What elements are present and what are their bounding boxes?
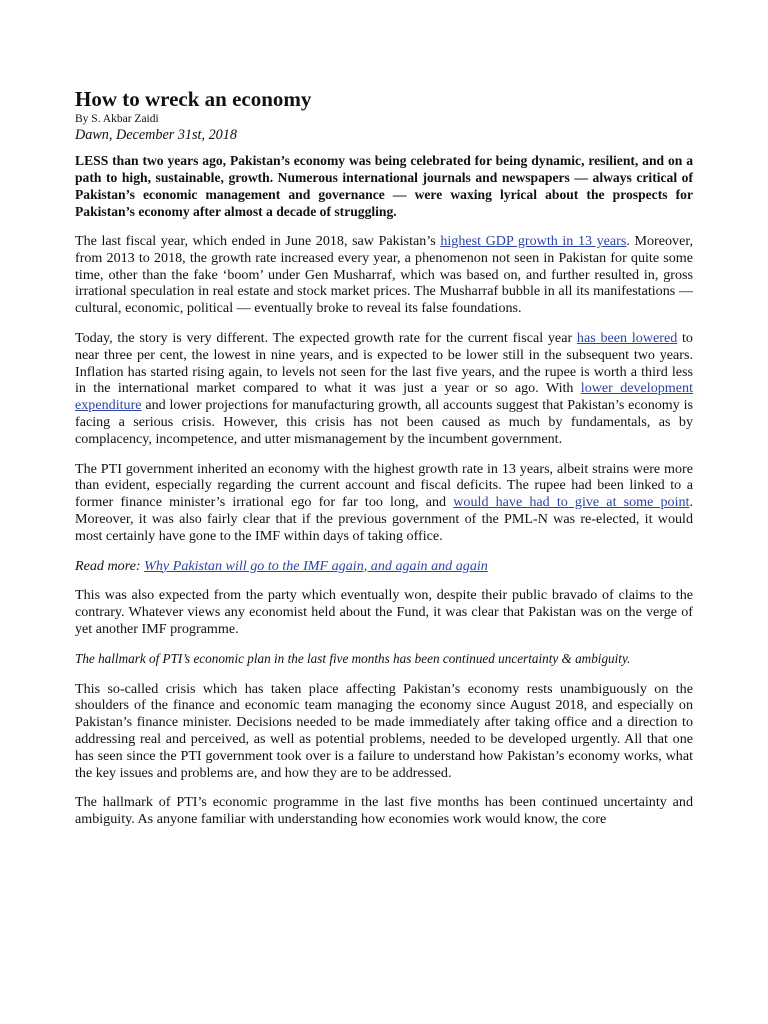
paragraph-1-text-a: The last fiscal year, which ended in June 2018, saw Pakistan’s: [75, 233, 441, 249]
paragraph-2: [75, 330, 693, 448]
paragraph-1-text-b: . Moreover, from 2013 to 2018, the growth rate increased every year, a phenomenon not seen in Pakistan for quite some time, other than the fake ‘boom’ under Gen Musharraf, which was based on, and further resulted in, gross irrational speculation in real estate and stock market prices. The Musharraf bubble in all its manifestations — cultural, economic, political — eventually broke to reveal its false foundations.: [75, 233, 693, 317]
paragraph-2-text-b: to near three per cent, the lowest in nine years, and is expected to be lower still in the subsequent two years. Inflation has started rising again, to levels not seen for the last five years, and the rupee is worth a third less in the international market compared to what it was just a year or so ago. With: [75, 329, 693, 397]
paragraph-4: This was also expected from the party which eventually won, despite their public bravado of claims to the contrary. Whatever views any economist held about the Fund, it was clear that Pakistan was on the verge of yet another IMF programme.: [75, 587, 693, 637]
paragraph-2-text-a: Today, the story is very different. The expected growth rate for the current fiscal year: [75, 329, 577, 346]
paragraph-5: This so-called crisis which has taken place affecting Pakistan’s economy rests unambiguously on the shoulders of the finance and economic team managing the economy since August 2018, and especially on Pakistan’s finance minister. Decisions needed to be made immediately after taking office and a direction to addressing real and perceived, as well as potential problems, needed to be developed urgently. All that one has seen since the PTI government took over is a failure to understand how Pakistan’s economy works, what the key issues and problems are, and how they are to be addressed.: [75, 680, 693, 781]
link-give-at-some-point[interactable]: would have had to give at some point: [453, 494, 690, 511]
paragraph-3: [75, 461, 693, 545]
paragraph-6: The hallmark of PTI’s economic programme in the last five months has been continued uncertainty and ambiguity. As anyone familiar with understanding how economies work would know, the core: [75, 794, 693, 828]
read-more-label: Read more:: [75, 557, 145, 574]
link-has-been-lowered[interactable]: has been lowered: [576, 329, 678, 346]
link-lower-development-expenditure[interactable]: lower development expenditure: [75, 380, 693, 414]
article-title: How to wreck an economy: [75, 87, 312, 111]
paragraph-3-text-b: . Moreover, it was also fairly clear that if the previous government of the PML-N was re-elected, it would most certainly have gone to the IMF within days of taking office.: [75, 494, 693, 544]
dateline: Dawn, December 31st, 2018: [75, 127, 237, 143]
pull-quote: The hallmark of PTI’s economic plan in the last five months has been continued uncertainty & ambiguity.: [75, 650, 631, 666]
paragraph-3-text-a: The PTI government inherited an economy with the highest growth rate in 13 years, albeit strains were more than evident, especially regarding the current account and fiscal deficits. The rupee had been linked to a former finance minister’s irrational ego for far too long, and: [75, 460, 693, 511]
byline: By S. Akbar Zaidi: [75, 113, 159, 125]
paragraph-1: [75, 233, 693, 317]
article: [75, 86, 693, 841]
link-highest-gdp-growth[interactable]: highest GDP growth in 13 years: [440, 233, 627, 249]
read-more: [75, 558, 693, 575]
link-read-more-imf[interactable]: Why Pakistan will go to the IMF again, and again and again: [144, 557, 488, 574]
lead-paragraph: LESS than two years ago, Pakistan’s economy was being celebrated for being dynamic, resilient, and on a path to high, sustainable, growth. Numerous international journals and newspapers — always critical of Pakistan’s economic management and governance — were waxing lyrical about the prospects for Pakistan’s economy after almost a decade of struggling.: [75, 153, 693, 219]
paragraph-2-text-c: and lower projections for manufacturing growth, all accounts suggest that Pakistan’s economy is facing a serious crisis. However, this crisis has not been caused as much by fundamentals, as by complacency, incompetence, and utter mismanagement by the incumbent government.: [75, 397, 693, 447]
